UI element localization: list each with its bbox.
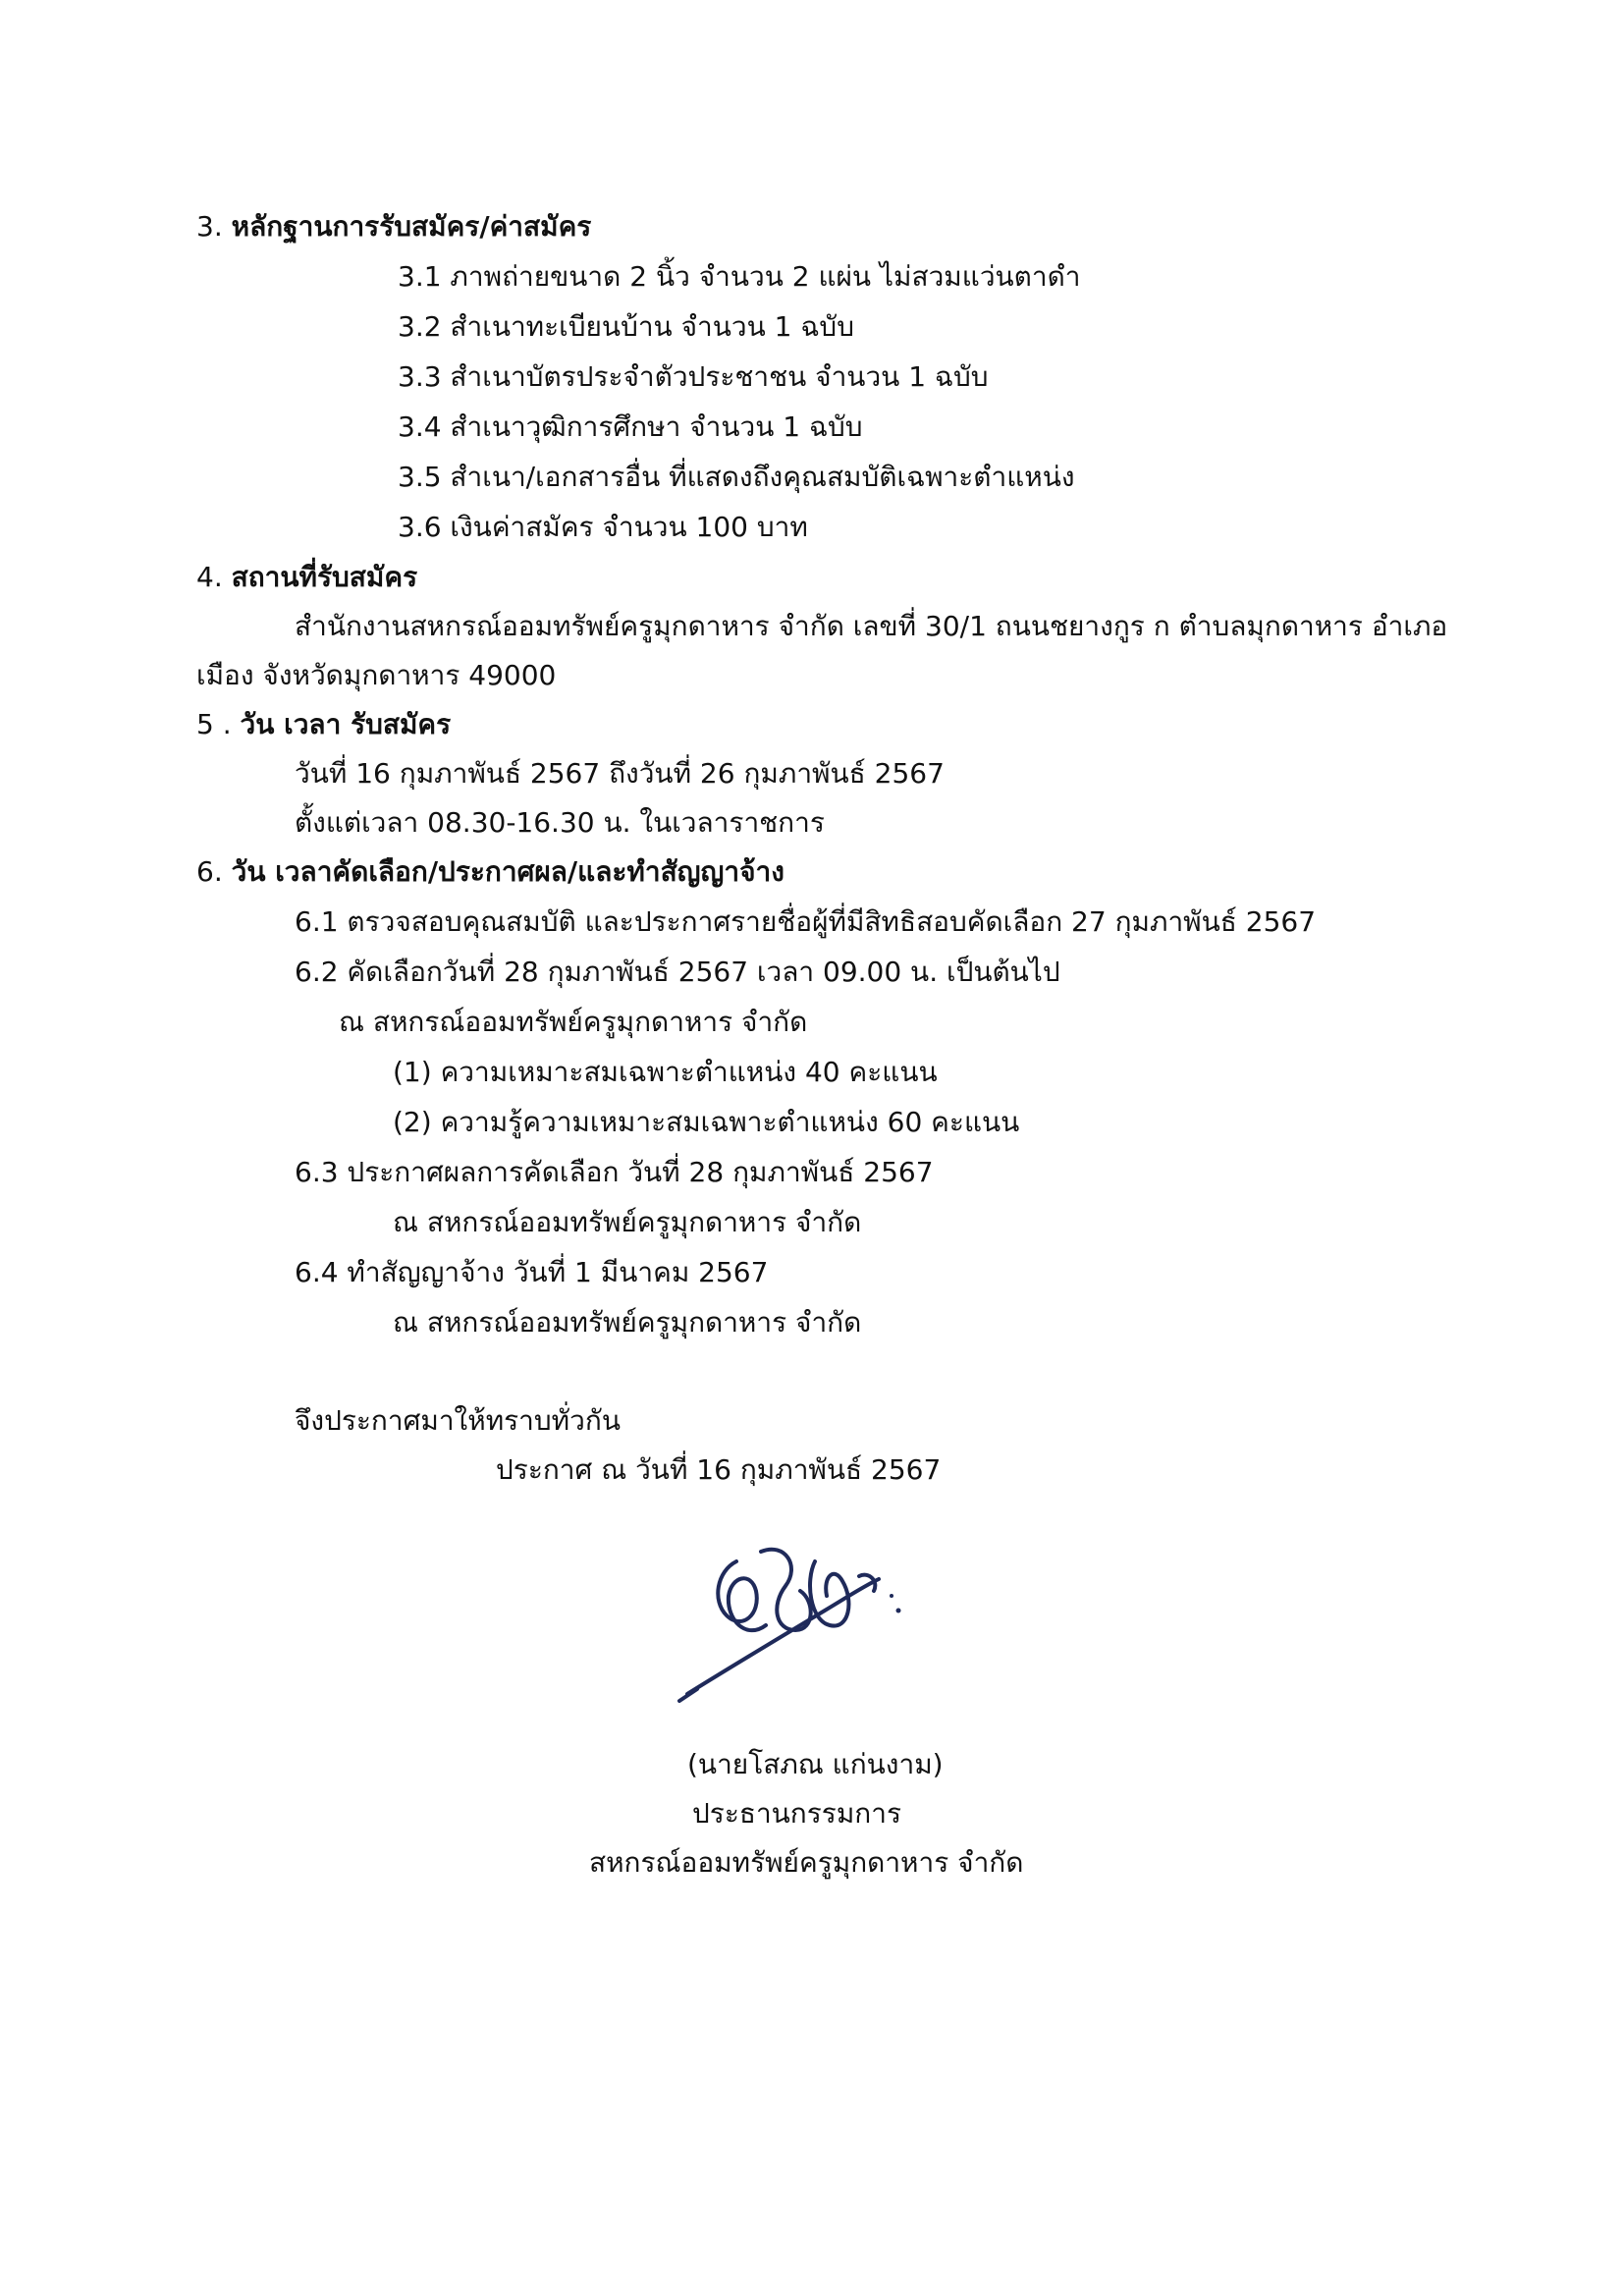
signatory-organization: สหกรณ์ออมทรัพย์ครูมุกดาหาร จำกัด [589,1846,1024,1879]
section-6-item-3-place: ณ สหกรณ์ออมทรัพย์ครูมุกดาหาร จำกัด [393,1206,862,1238]
section-6-criteria-2: (2) ความรู้ความเหมาะสมเฉพาะตำแหน่ง 60 คะแนน [393,1106,1020,1138]
section-6-item-4-place: ณ สหกรณ์ออมทรัพย์ครูมุกดาหาร จำกัด [393,1306,862,1339]
section-6-item-2: 6.2 คัดเลือกวันที่ 28 กุมภาพันธ์ 2567 เวลา 09.00 น. เป็นต้นไป [295,956,1060,988]
section-4-title: สถานที่รับสมัคร [231,561,418,593]
section-5-line-2: ตั้งแต่เวลา 08.30-16.30 น. ในเวลาราชการ [295,806,825,839]
closing-announce: จึงประกาศมาให้ทราบทั่วกัน [295,1404,621,1437]
section-3-item-5: 3.5 สำเนา/เอกสารอื่น ที่แสดงถึงคุณสมบัติเฉพาะตำแหน่ง [398,461,1075,493]
section-3-item-3: 3.3 สำเนาบัตรประจำตัวประชาชน จำนวน 1 ฉบับ [398,360,989,393]
section-3-item-6: 3.6 เงินค่าสมัคร จำนวน 100 บาท [398,511,808,543]
section-5-heading [196,705,451,744]
section-6-item-1: 6.1 ตรวจสอบคุณสมบัติ และประกาศรายชื่อผู้ที่มีสิทธิสอบคัดเลือก 27 กุมภาพันธ์ 2567 [295,905,1317,938]
section-3-number: 3. [196,210,223,243]
section-6-item-2-place: ณ สหกรณ์ออมทรัพย์ครูมุกดาหาร จำกัด [339,1006,808,1038]
section-5-line-1: วันที่ 16 กุมภาพันธ์ 2567 ถึงวันที่ 26 กุมภาพันธ์ 2567 [295,757,945,790]
section-3-item-2: 3.2 สำเนาทะเบียนบ้าน จำนวน 1 ฉบับ [398,310,854,343]
section-3-item-4: 3.4 สำเนาวุฒิการศึกษา จำนวน 1 ฉบับ [398,410,863,443]
section-6-title: วัน เวลาคัดเลือก/ประกาศผล/และทำสัญญาจ้าง [231,855,784,888]
section-6-item-4: 6.4 ทำสัญญาจ้าง วันที่ 1 มีนาคม 2567 [295,1256,769,1288]
section-3-heading [196,207,591,246]
section-4-line-2: เมือง จังหวัดมุกดาหาร 49000 [196,659,557,691]
section-5-title: วัน เวลา รับสมัคร [240,708,452,740]
handwritten-signature [668,1522,933,1709]
signatory-name: (นายโสภณ แก่นงาม) [687,1748,944,1780]
section-6-criteria-1: (1) ความเหมาะสมเฉพาะตำแหน่ง 40 คะแนน [393,1056,938,1088]
section-6-heading [196,852,784,892]
section-3-item-1: 3.1 ภาพถ่ายขนาด 2 นิ้ว จำนวน 2 แผ่น ไม่สวมแว่นตาดำ [398,260,1081,293]
section-6-item-3: 6.3 ประกาศผลการคัดเลือก วันที่ 28 กุมภาพันธ์ 2567 [295,1156,934,1188]
section-4-line-1: สำนักงานสหกรณ์ออมทรัพย์ครูมุกดาหาร จำกัด เลขที่ 30/1 ถนนชยางกูร ก ตำบลมุกดาหาร อำเภอ [295,610,1448,642]
closing-date: ประกาศ ณ วันที่ 16 กุมภาพันธ์ 2567 [496,1453,942,1486]
section-6-number: 6. [196,855,223,888]
section-4-heading [196,558,417,597]
section-5-number: 5 . [196,708,232,740]
section-3-title: หลักฐานการรับสมัคร/ค่าสมัคร [231,210,592,243]
section-4-number: 4. [196,561,223,593]
signatory-title: ประธานกรรมการ [692,1797,902,1830]
